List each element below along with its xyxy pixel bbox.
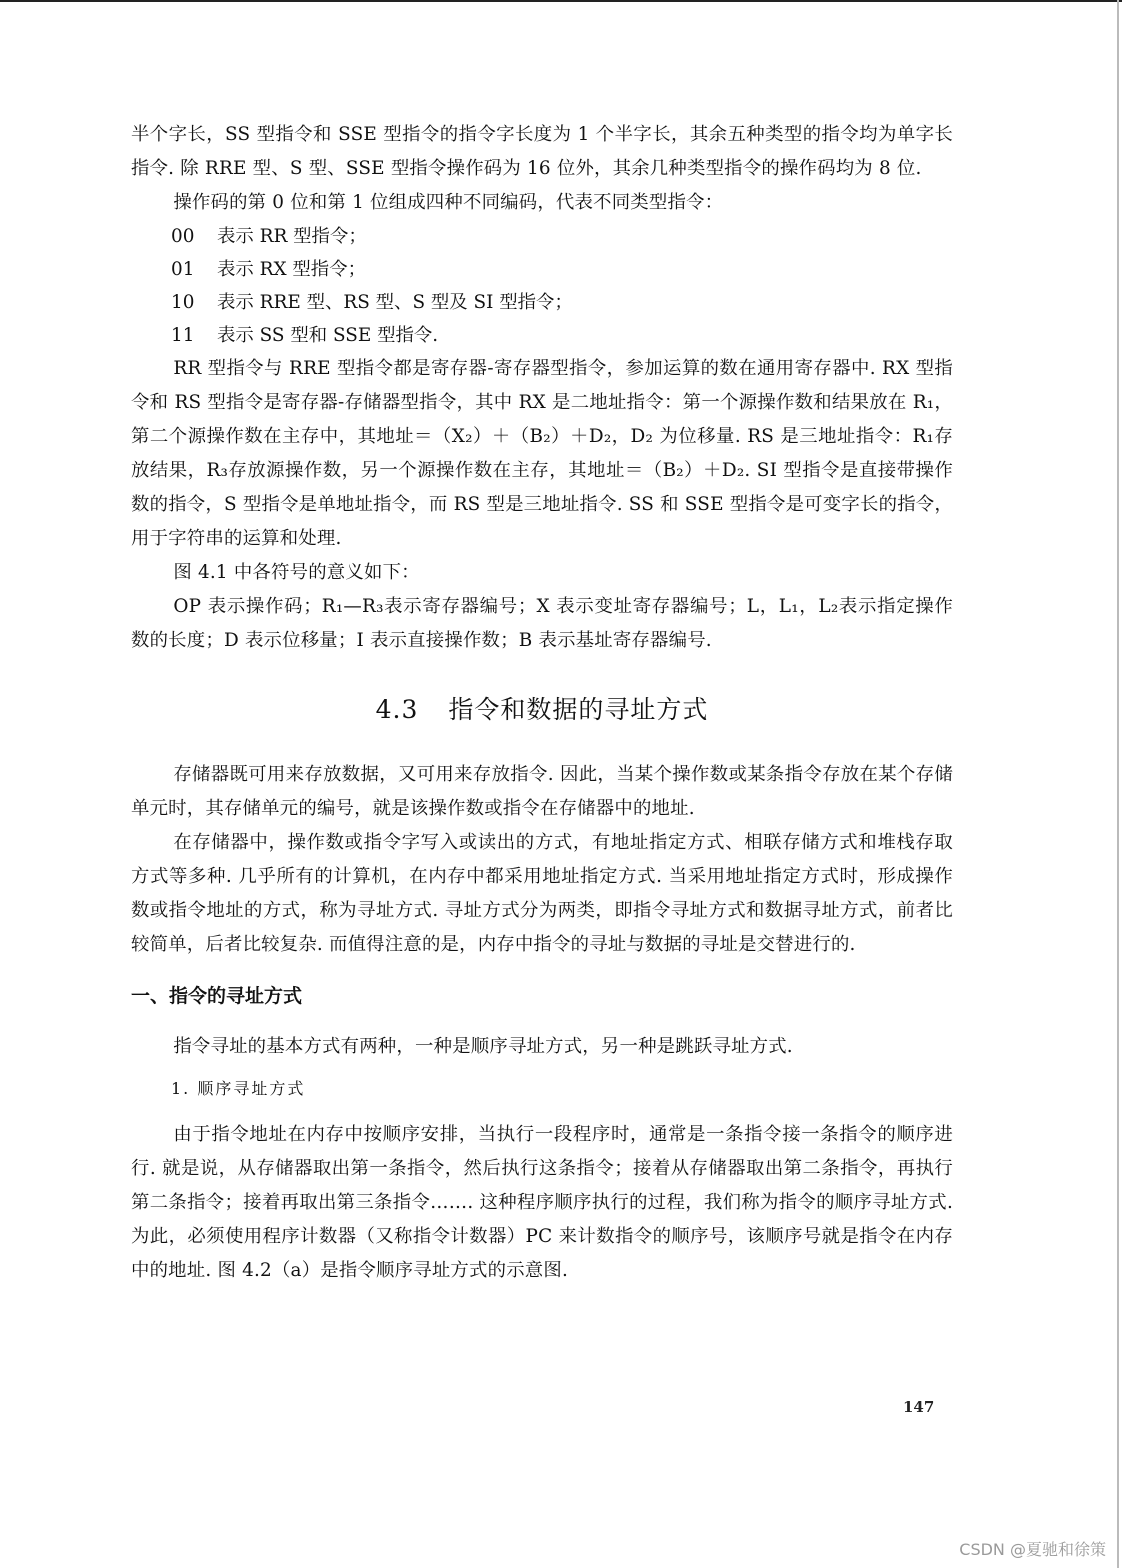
watermark: CSDN @夏驰和徐策 — [959, 1540, 1106, 1559]
list-item: 11 表示 SS 型和 SSE 型指令. — [171, 325, 439, 346]
heading-instruction-addressing: 一、指令的寻址方式 — [131, 985, 303, 1007]
paragraph-instruction-types: RR 型指令与 RRE 型指令都是寄存器-寄存器型指令，参加运算的数在通用寄存器中. RX 型指令和 RS 型指令是寄存器-存储器型指令，其中 RX 是二地址指令：第一个源操作数和结果放在 R₁，第二个源操作数在主存中，其地址＝（X₂）＋（B₂）＋D₂，D₂ 为位移量. RS 是三地址指令：R₁存放结果，R₃存放源操作数，另一个源操作数在主存，其地址＝（B₂）＋D₂. SI 型指令是直接带操作数的指令，S 型指令是单地址指令，而 RS 型是三地址指令. SS 和 SSE 型指令是可变字长的指令，用于字符串的运算和处理. — [131, 358, 953, 549]
list-item: 00 表示 RR 型指令； — [171, 226, 367, 247]
paragraph-opcode-bits: 操作码的第 0 位和第 1 位组成四种不同编码，代表不同类型指令： — [173, 192, 724, 213]
paragraph-addressing-types: 指令寻址的基本方式有两种，一种是顺序寻址方式，另一种是跳跃寻址方式. — [173, 1036, 793, 1057]
section-title — [131, 690, 953, 730]
section-title-text: 指令和数据的寻址方式 — [448, 695, 709, 724]
paragraph-symbols-intro: 图 4.1 中各符号的意义如下： — [173, 562, 420, 583]
page-content — [131, 118, 953, 1288]
paragraph-intro: 半个字长，SS 型指令和 SSE 型指令的指令字长度为 1 个半字长，其余五种类型的指令均为单字长指令. 除 RRE 型、S 型、SSE 型指令操作码为 16 位外，其余几种类型指令的操作码均为 8 位. — [131, 124, 953, 179]
list-item: 10 表示 RRE 型、RS 型、S 型及 SI 型指令； — [171, 292, 573, 313]
top-border — [0, 0, 1122, 2]
right-border — [1117, 0, 1119, 1568]
page-number: 147 — [903, 1398, 935, 1416]
list-item: 01 表示 RX 型指令； — [171, 259, 366, 280]
paragraph-symbols: OP 表示操作码；R₁—R₃表示寄存器编号；X 表示变址寄存器编号；L，L₁，L₂表示指定操作数的长度；D 表示位移量；I 表示直接操作数；B 表示基址寄存器编号. — [131, 596, 953, 651]
subheading-sequential: 1. 顺序寻址方式 — [171, 1079, 306, 1098]
paragraph-storage: 存储器既可用来存放数据，又可用来存放指令. 因此，当某个操作数或某条指令存放在某个存储单元时，其存储单元的编号，就是该操作数或指令在存储器中的地址. — [131, 764, 953, 819]
section-number: 4.3 — [375, 695, 419, 724]
paragraph-sequential: 由于指令地址在内存中按顺序安排，当执行一段程序时，通常是一条指令接一条指令的顺序进行. 就是说，从存储器取出第一条指令，然后执行这条指令；接着从存储器取出第二条指令，再执行第二条指令；接着再取出第三条指令……. 这种程序顺序执行的过程，我们称为指令的顺序寻址方式. 为此，必须使用程序计数器（又称指令计数器）PC 来计数指令的顺序号，该顺序号就是指令在内存中的地址. 图 4.2（a）是指令顺序寻址方式的示意图. — [131, 1124, 953, 1281]
paragraph-addressing: 在存储器中，操作数或指令字写入或读出的方式，有地址指定方式、相联存储方式和堆栈存取方式等多种. 几乎所有的计算机，在内存中都采用地址指定方式. 当采用地址指定方式时，形成操作数或指令地址的方式，称为寻址方式. 寻址方式分为两类，即指令寻址方式和数据寻址方式，前者比较简单，后者比较复杂. 而值得注意的是，内存中指令的寻址与数据的寻址是交替进行的. — [131, 832, 953, 955]
opcode-list — [131, 220, 953, 352]
